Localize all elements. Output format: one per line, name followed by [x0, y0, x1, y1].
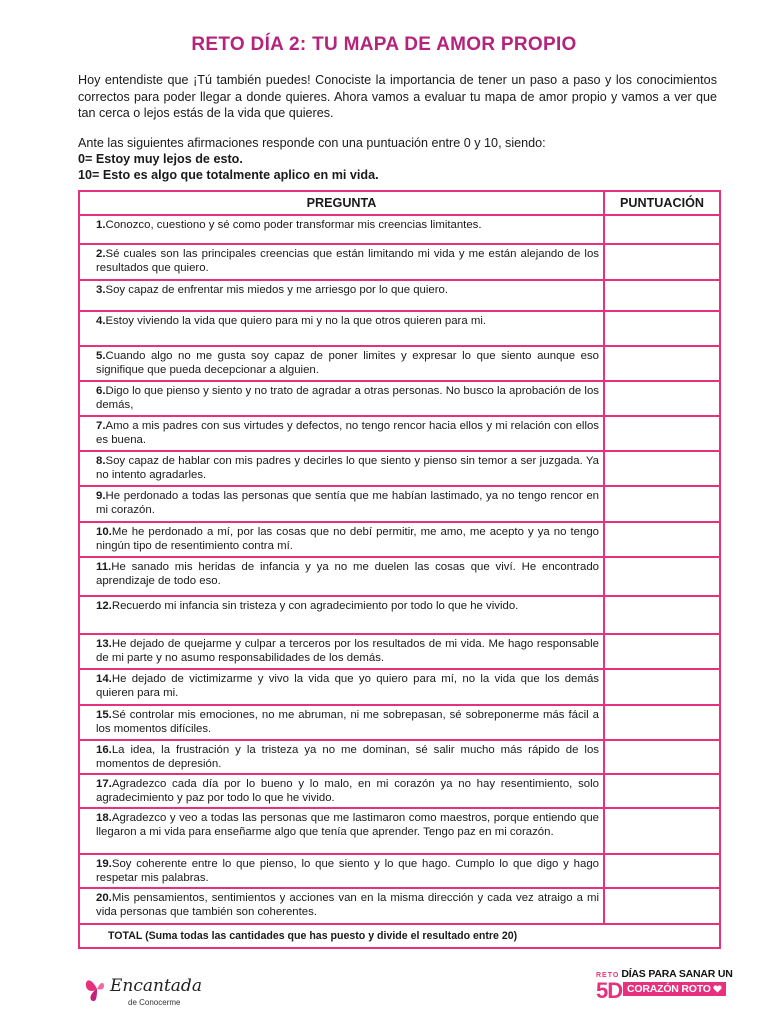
- table-header-row: [79, 191, 720, 215]
- score-cell[interactable]: [604, 346, 720, 381]
- heart-icon: [713, 985, 722, 993]
- table-row: [79, 888, 720, 924]
- question-text: Cuando algo no me gusta soy capaz de poner limites y expresar lo que siento aunque eso signifique que pueda decepcionar a alguien.: [96, 350, 599, 376]
- question-cell: [79, 311, 604, 346]
- table-row: [79, 808, 720, 854]
- question-text: He dejado de victimizarme y vivo la vida que yo quiero para mí, no la vida que los demás quieren para mi.: [96, 673, 599, 699]
- logo-sub: de Conocerme: [128, 998, 181, 1007]
- question-text: Me he perdonado a mí, por las cosas que no debí permitir, me amo, me acepto y ya no tengo ningún tipo de resentimiento contra mí.: [96, 526, 599, 552]
- question-text: Conozco, cuestiono y sé como poder transformar mis creencias limitantes.: [105, 219, 482, 231]
- question-number: 18.: [96, 812, 112, 824]
- scale-ten: 10= Esto es algo que totalmente aplico en mi vida.: [78, 168, 379, 182]
- table-row: [79, 381, 720, 416]
- score-cell[interactable]: [604, 280, 720, 311]
- header-question: PREGUNTA: [79, 191, 604, 215]
- question-text: He perdonado a todas las personas que sentía que me habían lastimado, ya no tengo rencor en mi corazón.: [96, 490, 599, 516]
- question-number: 19.: [96, 858, 112, 870]
- brand-number: 5D: [596, 978, 623, 1003]
- question-cell: [79, 215, 604, 244]
- question-number: 10.: [96, 526, 112, 538]
- question-text: Soy capaz de hablar con mis padres y decirles lo que siento y pienso sin temor a ser juzgada. Ya no intento agradarles.: [96, 455, 599, 481]
- question-cell: [79, 669, 604, 705]
- question-cell: [79, 634, 604, 669]
- question-text: Soy coherente entre lo que pienso, lo que siento y lo que hago. Cumplo lo que digo y hago respetar mis palabras.: [96, 858, 599, 884]
- score-cell[interactable]: [604, 854, 720, 888]
- question-text: Sé controlar mis emociones, no me abruman, ni me sobrepasan, sé sobreponerme más fácil a los momentos difíciles.: [96, 709, 599, 735]
- question-text: Recuerdo mi infancia sin tristeza y con agradecimiento por todo lo que he vivido.: [111, 600, 519, 612]
- question-cell: [79, 244, 604, 280]
- question-number: 13.: [96, 638, 112, 650]
- score-cell[interactable]: [604, 486, 720, 522]
- brand-tag-text: CORAZÓN ROTO: [627, 983, 711, 995]
- question-number: 20.: [96, 892, 112, 904]
- intro-paragraph: Hoy entendiste que ¡Tú también puedes! Conociste la importancia de tener un paso a paso y los conocimientos correctos para poder llegar a donde quieres. Ahora vamos a evaluar tu mapa de amor propio y vamos a ver que tan cerca o lejos estás de la vida que quieres.: [78, 73, 717, 120]
- total-row: [79, 924, 720, 948]
- table-row: [79, 634, 720, 669]
- question-text: Estoy viviendo la vida que quiero para mi y no la que otros quieren para mi.: [105, 315, 487, 327]
- score-cell[interactable]: [604, 215, 720, 244]
- score-cell[interactable]: [604, 416, 720, 451]
- question-cell: [79, 808, 604, 854]
- table-row: [79, 451, 720, 486]
- score-cell[interactable]: [604, 381, 720, 416]
- score-cell[interactable]: [604, 596, 720, 634]
- question-number: 1.: [96, 219, 106, 231]
- table-row: [79, 669, 720, 705]
- score-cell[interactable]: [604, 311, 720, 346]
- score-cell[interactable]: [604, 740, 720, 774]
- question-number: 4.: [96, 315, 106, 327]
- question-cell: [79, 557, 604, 596]
- score-cell[interactable]: [604, 557, 720, 596]
- question-text: Digo lo que pienso y siento y no trato de agradar a otras personas. No busco la aprobación de los demás,: [96, 385, 599, 411]
- table-row: [79, 280, 720, 311]
- question-cell: [79, 451, 604, 486]
- table-row: [79, 215, 720, 244]
- question-number: 11.: [96, 561, 112, 573]
- score-cell[interactable]: [604, 808, 720, 854]
- table-row: [79, 854, 720, 888]
- instructions: [78, 135, 717, 183]
- question-number: 6.: [96, 385, 106, 397]
- question-text: Amo a mis padres con sus virtudes y defectos, no tengo rencor hacia ellos y mi relación con ellos es buena.: [96, 420, 599, 446]
- question-cell: [79, 854, 604, 888]
- score-cell[interactable]: [604, 705, 720, 740]
- score-cell[interactable]: [604, 774, 720, 808]
- question-number: 17.: [96, 778, 112, 790]
- question-number: 3.: [96, 284, 106, 296]
- instructions-line: Ante las siguientes afirmaciones responde con una puntuación entre 0 y 10, siendo:: [78, 136, 546, 150]
- question-cell: [79, 346, 604, 381]
- question-number: 2.: [96, 248, 106, 260]
- table-row: [79, 311, 720, 346]
- question-text: Soy capaz de enfrentar mis miedos y me arriesgo por lo que quiero.: [105, 284, 449, 296]
- logo-name: Encantada: [110, 976, 202, 996]
- question-cell: [79, 596, 604, 634]
- question-text: He dejado de quejarme y culpar a terceros por los resultados de mi vida. Me hago responsable de mi parte y no asumo responsabilidades de los demás.: [96, 638, 599, 664]
- table-row: [79, 244, 720, 280]
- table-row: [79, 740, 720, 774]
- question-cell: [79, 522, 604, 557]
- encantada-logo: [84, 972, 214, 1010]
- question-cell: [79, 280, 604, 311]
- question-cell: [79, 740, 604, 774]
- question-text: Mis pensamientos, sentimientos y acciones van en la misma dirección y cada vez atraigo a mi vida personas que también son coherentes.: [96, 892, 599, 918]
- score-cell[interactable]: [604, 522, 720, 557]
- table-row: [79, 557, 720, 596]
- question-text: Sé cuales son las principales creencias que están limitando mi vida y me están alejando de los resultados que quiero.: [96, 248, 599, 274]
- question-text: La idea, la frustración y la tristeza ya no me dominan, sé salir mucho más rápido de los momentos de depresión.: [96, 744, 599, 770]
- question-cell: [79, 416, 604, 451]
- table-row: [79, 486, 720, 522]
- question-cell: [79, 486, 604, 522]
- total-label: TOTAL (Suma todas las cantidades que has puesto y divide el resultado entre 20): [79, 924, 720, 948]
- table-row: [79, 705, 720, 740]
- question-cell: [79, 381, 604, 416]
- brand-reto: RETO: [596, 972, 620, 979]
- question-number: 15.: [96, 709, 112, 721]
- question-cell: [79, 774, 604, 808]
- question-number: 16.: [96, 744, 112, 756]
- scale-zero: 0= Estoy muy lejos de esto.: [78, 152, 243, 166]
- table-row: [79, 774, 720, 808]
- header-score: PUNTUACIÓN: [604, 191, 720, 215]
- question-number: 8.: [96, 455, 106, 467]
- question-text: Agradezco y veo a todas las personas que me lastimaron como maestros, porque entiendo que llegaron a mi vida para enseñarme algo que tenía que aprender. Tengo paz en mi corazón.: [96, 812, 599, 838]
- question-number: 14.: [96, 673, 112, 685]
- question-cell: [79, 705, 604, 740]
- table-row: [79, 416, 720, 451]
- question-number: 7.: [96, 420, 106, 432]
- table-row: [79, 596, 720, 634]
- question-cell: [79, 888, 604, 924]
- question-number: 9.: [96, 490, 106, 502]
- question-text: He sanado mis heridas de infancia y ya no me duelen las cosas que viví. He encontrado aprendizaje de todo eso.: [96, 561, 599, 587]
- page-title: RETO DÍA 2: TU MAPA DE AMOR PROPIO: [191, 34, 577, 55]
- brand-tag: [623, 982, 726, 996]
- brand-line1-text: DÍAS PARA SANAR UN: [621, 968, 733, 980]
- score-cell[interactable]: [604, 669, 720, 705]
- score-cell[interactable]: [604, 244, 720, 280]
- score-cell[interactable]: [604, 634, 720, 669]
- question-number: 12.: [96, 600, 112, 612]
- reto-brand: [596, 968, 733, 1003]
- question-text: Agradezco cada día por lo bueno y lo malo, en mi corazón ya no hay resentimiento, solo agradecimiento y paz por todo lo que he vivido.: [96, 778, 599, 804]
- table-row: [79, 522, 720, 557]
- butterfly-icon: [84, 974, 110, 1004]
- score-cell[interactable]: [604, 888, 720, 924]
- questionnaire-table: [78, 190, 721, 949]
- score-cell[interactable]: [604, 451, 720, 486]
- table-row: [79, 346, 720, 381]
- question-number: 5.: [96, 350, 106, 362]
